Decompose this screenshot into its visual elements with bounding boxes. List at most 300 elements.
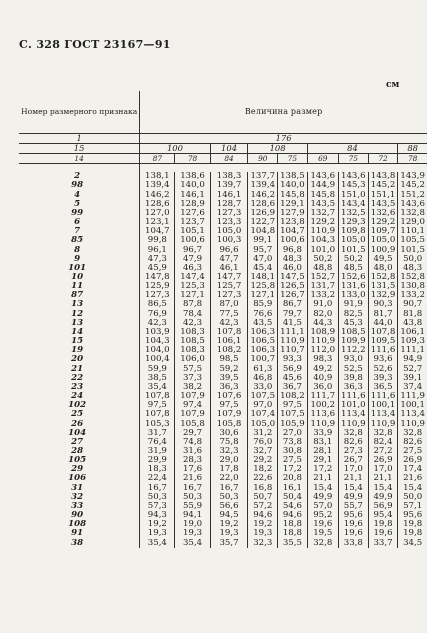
table-cell: 106,1: [210, 337, 248, 346]
table-cell: 19,6: [338, 529, 368, 538]
table-cell: 74,8: [175, 438, 210, 447]
table-cell: 57,5: [175, 365, 210, 374]
table-cell: 138,5: [278, 172, 308, 181]
row-number: 11: [19, 282, 140, 291]
table-cell: 110,9: [307, 420, 338, 429]
row-number: 9: [19, 255, 140, 264]
table-cell: 101,5: [338, 246, 368, 255]
table-cell: 125,9: [140, 282, 175, 291]
table-cell: 76,6: [248, 310, 278, 319]
row-number: 85: [19, 236, 140, 245]
header-row-14: [19, 154, 427, 164]
table-row: [19, 346, 427, 355]
table-row: [19, 392, 427, 401]
table-cell: 26,9: [368, 456, 398, 465]
table-cell: 100,3: [210, 236, 248, 245]
table-cell: 139,4: [140, 181, 175, 190]
table-cell: 18,2: [248, 465, 278, 474]
table-cell: 105,0: [368, 236, 398, 245]
table-cell: 125,8: [248, 282, 278, 291]
table-cell: 35,7: [210, 539, 248, 548]
table-cell: 85,9: [248, 300, 278, 309]
table-row: [19, 465, 427, 474]
table-cell: 107,6: [210, 392, 248, 401]
table-cell: 87,0: [210, 300, 248, 309]
table-cell: 105,8: [210, 420, 248, 429]
table-cell: 32,3: [248, 539, 278, 548]
table-cell: 19,3: [210, 529, 248, 538]
table-cell: 15,4: [403, 483, 423, 493]
spacer-cell: [19, 164, 140, 173]
table-cell: 52,6: [368, 365, 398, 374]
table-cell: 90,3: [368, 300, 398, 309]
table-cell: 107,4: [248, 410, 278, 419]
col-head: 87: [140, 154, 175, 164]
table-cell: 86,5: [140, 300, 175, 309]
table-cell: 110,9: [278, 337, 308, 346]
table-cell: 56,6: [210, 502, 248, 511]
table-cell: 129,2: [307, 218, 338, 227]
table-cell: 146,1: [210, 191, 248, 200]
row-number: 14: [19, 328, 140, 337]
table-cell: 151,0: [338, 191, 368, 200]
table-cell: 107,9: [210, 410, 248, 419]
table-cell: 54,6: [278, 502, 308, 511]
row-number: 104: [19, 429, 140, 438]
table-cell: 147,7: [210, 273, 248, 282]
table-cell: 93,0: [338, 355, 368, 364]
table-cell: 39,1: [403, 373, 423, 383]
table-row: [19, 200, 427, 209]
table-cell: 22,6: [248, 474, 278, 483]
row-number: 108: [19, 520, 140, 529]
row-number: 2: [19, 172, 140, 181]
table-cell: 87,8: [175, 300, 210, 309]
table-cell: 123,7: [175, 218, 210, 227]
table-cell: 152,7: [307, 273, 338, 282]
table-cell: 147,8: [140, 273, 175, 282]
table-cell: 145,2: [400, 181, 425, 191]
table-cell: 145,2: [368, 181, 398, 190]
table-cell: 127,0: [140, 209, 175, 218]
table-cell: 19,3: [175, 529, 210, 538]
table-cell: 132,6: [368, 209, 398, 218]
table-cell: 49,2: [307, 365, 338, 374]
table-cell: 128,7: [210, 200, 248, 209]
table-cell: 50,4: [278, 493, 308, 502]
table-cell: 107,5: [248, 392, 278, 401]
table-row: [19, 172, 427, 181]
table-cell: 110,9: [338, 420, 368, 429]
table-cell: 108,2: [278, 392, 308, 401]
table-cell: 86,7: [278, 300, 308, 309]
table-cell: 38,5: [140, 374, 175, 383]
table-row: [19, 502, 427, 511]
table-row: [19, 337, 427, 346]
col-head: 90: [248, 154, 278, 164]
table-cell: 126,7: [278, 291, 308, 300]
table-cell: 127,9: [278, 209, 308, 218]
table-cell: 112,0: [307, 346, 338, 355]
table-cell: 50,3: [175, 493, 210, 502]
row-number: 13: [19, 300, 140, 309]
table-row: [19, 383, 427, 392]
table-cell: 143,6: [307, 172, 338, 181]
table-cell: 96,7: [175, 246, 210, 255]
table-cell: 56,9: [278, 365, 308, 374]
table-cell: 104,0: [140, 346, 175, 355]
table-cell: 55,9: [175, 502, 210, 511]
table-cell: 76,9: [140, 310, 175, 319]
table-cell: 49,9: [368, 493, 398, 502]
table-cell: 91,9: [338, 300, 368, 309]
table-row: [19, 236, 427, 245]
table-cell: 19,2: [210, 520, 248, 529]
row-number: 33: [19, 502, 140, 511]
table-cell: 78,4: [175, 310, 210, 319]
table-cell: 100,6: [175, 236, 210, 245]
table-cell: 107,8: [210, 328, 248, 337]
table-cell: 148,1: [248, 273, 278, 282]
table-cell: 97,0: [248, 401, 278, 410]
table-cell: 113,4: [400, 410, 425, 420]
table-cell: 29,0: [210, 456, 248, 465]
table-cell: 100,7: [248, 355, 278, 364]
table-cell: 107,8: [140, 410, 175, 419]
table-cell: 132,5: [338, 209, 368, 218]
table-cell: 79,7: [278, 310, 308, 319]
table-cell: 76,0: [248, 438, 278, 447]
table-cell: 100,4: [140, 355, 175, 364]
col-head: 75: [338, 154, 368, 164]
table-cell: 97,4: [175, 401, 210, 410]
table-cell: 131,7: [307, 282, 338, 291]
table-cell: 111,6: [368, 392, 398, 401]
table-cell: 145,8: [307, 191, 338, 200]
table-cell: 123,8: [278, 218, 308, 227]
table-cell: 82,0: [307, 310, 338, 319]
header-title-row: [19, 91, 427, 134]
header-row-1: [19, 134, 427, 144]
table-row: [19, 365, 427, 374]
table-cell: 19,6: [338, 520, 368, 529]
row-number: 90: [19, 511, 140, 520]
table-row: [19, 410, 427, 419]
table-cell: 57,3: [140, 502, 175, 511]
table-cell: 104,3: [140, 337, 175, 346]
table-cell: 152,8: [400, 273, 425, 282]
table-cell: 129,1: [278, 200, 308, 209]
table-cell: 139,4: [248, 181, 278, 190]
table-cell: 32,8: [403, 428, 423, 438]
table-cell: 107,9: [175, 392, 210, 401]
table-cell: 43,8: [403, 318, 423, 328]
table-cell: 137,7: [248, 172, 278, 181]
group-104: 104: [210, 144, 248, 154]
table-cell: 33,9: [307, 429, 338, 438]
table-cell: 42,3: [210, 319, 248, 328]
table-cell: 47,0: [248, 255, 278, 264]
row-number: 91: [19, 529, 140, 538]
row-number: 98: [19, 181, 140, 190]
row-number: 87: [19, 291, 140, 300]
table-cell: 108,9: [307, 328, 338, 337]
table-cell: 95,4: [368, 511, 398, 520]
table-cell: 82,5: [338, 310, 368, 319]
table-cell: 107,8: [140, 392, 175, 401]
table-cell: 15,4: [307, 484, 338, 493]
table-cell: 36,7: [278, 383, 308, 392]
table-cell: 95,2: [307, 511, 338, 520]
table-cell: 27,5: [278, 456, 308, 465]
table-cell: 96,8: [278, 246, 308, 255]
table-cell: 140,0: [278, 181, 308, 190]
table-cell: 144,9: [307, 181, 338, 190]
table-cell: 106,3: [248, 346, 278, 355]
row-number: 28: [19, 447, 140, 456]
table-cell: 122,7: [248, 218, 278, 227]
table-cell: 36,5: [368, 383, 398, 392]
table-cell: 42,3: [140, 319, 175, 328]
table-cell: 100,6: [278, 236, 308, 245]
table-cell: 46,3: [175, 264, 210, 273]
table-cell: 138,6: [175, 172, 210, 181]
table-cell: 100,2: [307, 401, 338, 410]
table-cell: 17,2: [307, 465, 338, 474]
row-number: 6: [19, 218, 140, 227]
table-cell: 61,3: [248, 365, 278, 374]
table-cell: 18,8: [278, 529, 308, 538]
row-number: 5: [19, 200, 140, 209]
table-cell: 39,5: [210, 374, 248, 383]
row-number: 4: [19, 191, 140, 200]
header-row-1-label: 1: [19, 134, 140, 144]
row-number: 101: [19, 264, 140, 273]
table-cell: 19,8: [403, 529, 423, 539]
table-cell: 26,7: [338, 456, 368, 465]
table-cell: 109,5: [368, 337, 398, 346]
table-cell: 50,3: [210, 493, 248, 502]
table-cell: 100,1: [400, 401, 425, 411]
table-cell: 98,5: [210, 355, 248, 364]
table-cell: 81,7: [368, 310, 398, 319]
table-row: [19, 493, 427, 502]
table-row: [19, 529, 427, 538]
table-cell: 33,0: [248, 383, 278, 392]
spacer-cell: [140, 164, 427, 173]
table-cell: 125,7: [210, 282, 248, 291]
table-cell: 16,8: [248, 484, 278, 493]
table-cell: 151,1: [368, 191, 398, 200]
table-cell: 143,9: [400, 172, 425, 182]
group-84: 84: [307, 144, 398, 154]
table-cell: 101,0: [307, 246, 338, 255]
table-cell: 33,8: [338, 539, 368, 548]
table-row: [19, 300, 427, 309]
table-cell: 95,6: [338, 511, 368, 520]
table-cell: 105,9: [278, 420, 308, 429]
table-cell: 46,1: [210, 264, 248, 273]
table-row: [19, 328, 427, 337]
row-number: 10: [19, 273, 140, 282]
table-row: [19, 209, 427, 218]
table-cell: 31,6: [175, 447, 210, 456]
row-number: 21: [19, 365, 140, 374]
table-cell: 27,2: [368, 447, 398, 456]
table-cell: 97,5: [140, 401, 175, 410]
table-cell: 21,1: [368, 474, 398, 483]
header-row-15-label: 15: [19, 144, 140, 154]
table-row: [19, 401, 427, 410]
size-table: [19, 91, 427, 548]
table-cell: 18,8: [278, 520, 308, 529]
table-cell: 110,9: [307, 337, 338, 346]
table-cell: 81,8: [403, 309, 423, 319]
table-cell: 50,2: [307, 255, 338, 264]
table-cell: 19,5: [307, 529, 338, 538]
height-value: 176: [140, 134, 427, 144]
group-108: 108: [248, 144, 307, 154]
table-row: [19, 447, 427, 456]
table-cell: 145,8: [278, 191, 308, 200]
table-cell: 47,9: [175, 255, 210, 264]
table-cell: 30,8: [278, 447, 308, 456]
table-row: [19, 438, 427, 447]
table-cell: 17,6: [175, 465, 210, 474]
table-cell: 32,8: [368, 429, 398, 438]
table-cell: 123,3: [210, 218, 248, 227]
table-cell: 17,0: [368, 465, 398, 474]
table-cell: 39,3: [368, 374, 398, 383]
col-head: 84: [210, 154, 248, 164]
page-header: С. 328 ГОСТ 23167—91: [19, 38, 171, 51]
table-cell: 59,9: [140, 365, 175, 374]
table-cell: 105,5: [400, 236, 425, 246]
table-cell: 126,9: [248, 209, 278, 218]
table-cell: 151,2: [400, 190, 425, 200]
table-cell: 108,3: [175, 346, 210, 355]
table-cell: 152,8: [368, 273, 398, 282]
table-cell: 19,3: [248, 529, 278, 538]
row-number: 22: [19, 374, 140, 383]
table-cell: 57,1: [403, 501, 423, 511]
spacer-row: [19, 164, 427, 173]
table-cell: 152,6: [338, 273, 368, 282]
table-cell: 36,3: [338, 383, 368, 392]
table-cell: 31,2: [248, 429, 278, 438]
row-number: 24: [19, 392, 140, 401]
header-row-15: [19, 144, 427, 154]
col-head: 78: [175, 154, 210, 164]
table-cell: 38,2: [175, 383, 210, 392]
table-cell: 105,0: [210, 227, 248, 236]
row-number: 23: [19, 383, 140, 392]
table-row: [19, 218, 427, 227]
table-cell: 52,7: [403, 364, 423, 374]
table-cell: 128,6: [248, 200, 278, 209]
table-row: [19, 355, 427, 364]
row-number: 7: [19, 227, 140, 236]
table-cell: 50,7: [248, 493, 278, 502]
table-cell: 21,1: [338, 474, 368, 483]
row-number: 15: [19, 337, 140, 346]
table-cell: 127,3: [210, 209, 248, 218]
table-cell: 19,6: [307, 520, 338, 529]
table-row: [19, 282, 427, 291]
table-cell: 110,9: [307, 227, 338, 236]
table-cell: 49,9: [307, 493, 338, 502]
table-cell: 20,8: [278, 474, 308, 483]
table-cell: 143,5: [368, 200, 398, 209]
table-cell: 27,3: [338, 447, 368, 456]
table-cell: 146,2: [140, 191, 175, 200]
table-cell: 29,7: [175, 429, 210, 438]
table-cell: 31,9: [140, 447, 175, 456]
row-number: 31: [19, 484, 140, 493]
row-number: 32: [19, 493, 140, 502]
table-cell: 105,1: [175, 227, 210, 236]
table-cell: 108,3: [175, 328, 210, 337]
table-cell: 90,7: [403, 300, 423, 310]
table-row: [19, 456, 427, 465]
table-cell: 127,3: [210, 291, 248, 300]
header-row-14-label: 14: [19, 154, 140, 164]
table-cell: 104,7: [140, 227, 175, 236]
table-cell: 37,4: [403, 382, 423, 392]
table-row: [19, 181, 427, 190]
table-cell: 21,6: [175, 474, 210, 483]
table-cell: 93,3: [278, 355, 308, 364]
table-cell: 132,7: [307, 209, 338, 218]
table-cell: 57,2: [248, 502, 278, 511]
table-cell: 113,4: [338, 410, 368, 419]
table-cell: 30,6: [210, 429, 248, 438]
table-cell: 105,0: [338, 236, 368, 245]
table-cell: 94,9: [403, 355, 423, 365]
row-number: 102: [19, 401, 140, 410]
table-cell: 129,0: [400, 218, 425, 228]
table-cell: 19,6: [368, 529, 398, 538]
table-cell: 33,7: [368, 539, 398, 548]
table-row: [19, 291, 427, 300]
table-cell: 145,3: [338, 181, 368, 190]
table-cell: 126,5: [278, 282, 308, 291]
table-cell: 107,5: [278, 410, 308, 419]
table-cell: 18,3: [140, 465, 175, 474]
table-row: [19, 273, 427, 282]
table-header: [19, 91, 427, 172]
table-cell: 19,3: [140, 529, 175, 538]
table-row: [19, 227, 427, 236]
table-cell: 123,1: [140, 218, 175, 227]
table-cell: 19,0: [175, 520, 210, 529]
table-cell: 127,1: [175, 291, 210, 300]
table-cell: 106,3: [248, 328, 278, 337]
table-cell: 110,9: [368, 420, 398, 429]
table-cell: 111,6: [368, 346, 398, 355]
table-row: [19, 255, 427, 264]
table-cell: 93,6: [368, 355, 398, 364]
table-cell: 125,3: [175, 282, 210, 291]
table-cell: 48,8: [307, 264, 338, 273]
table-cell: 35,4: [140, 539, 175, 548]
table-cell: 112,2: [338, 346, 368, 355]
table-cell: 50,2: [338, 255, 368, 264]
table-cell: 77,5: [210, 310, 248, 319]
table-cell: 109,9: [338, 337, 368, 346]
table-cell: 110,1: [400, 227, 425, 237]
table-row: [19, 319, 427, 328]
